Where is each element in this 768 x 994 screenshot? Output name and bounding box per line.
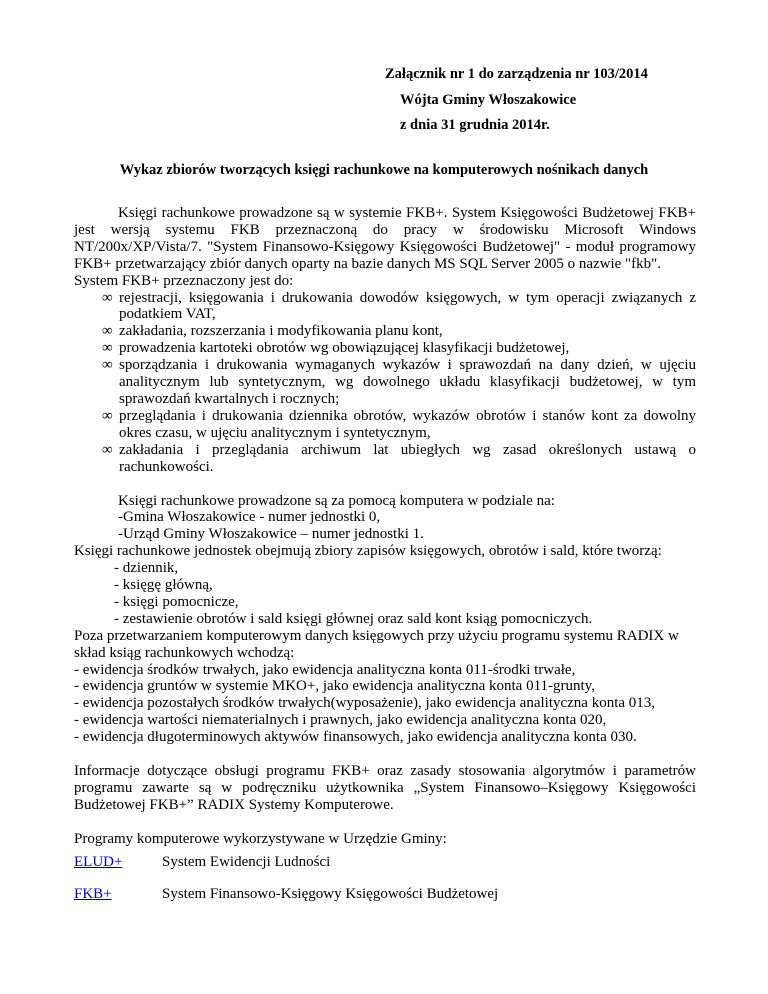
list-item: ∞ przeglądania i drukowania dziennika obrotów, wykazów obrotów i stanów kont za dowolny okres czasu, w ujęciu analitycznym i syntetycznym, xyxy=(102,407,696,441)
radix-list xyxy=(74,662,696,747)
program-link-fkb[interactable]: FKB+ xyxy=(74,885,112,902)
infinity-bullet-icon: ∞ xyxy=(102,323,113,340)
list-item: - ewidencja długoterminowych aktywów finansowych, jako ewidencja analityczna konta 030. xyxy=(74,729,637,746)
purpose-heading: System FKB+ przeznaczony jest do: xyxy=(74,272,294,289)
list-item: - ewidencja środków trwałych, jako ewidencja analityczna konta 011-środki trwałe, xyxy=(74,661,576,678)
table-row xyxy=(74,854,498,886)
list-item: - ewidencja gruntów w systemie MKO+, jako ewidencja analityczna konta 011-grunty, xyxy=(74,678,595,695)
purpose-list xyxy=(74,290,696,476)
books-list xyxy=(74,560,696,628)
list-item: - zestawienie obrotów i sald księgi głównej oraz sald kont ksiąg pomocniczych. xyxy=(114,610,593,627)
list-item: ∞ zakładania i przeglądania archiwum lat ubiegłych wg zasad określonych ustawą o rachunkowości. xyxy=(102,441,696,475)
intro-paragraph: Księgi rachunkowe prowadzone są w systemie FKB+. System Księgowości Budżetowej FKB+ jest wersją systemu FKB przeznaczoną do pracy w środowisku Microsoft Windows NT/200x/XP/Vista/7. "System Finansowo-Księgowy Księgowości Budżetowej" - moduł programowy FKB+ przetwarzający zbiór danych oparty na bazie danych MS SQL Server 2005 o nazwie "fkb". xyxy=(74,205,696,272)
radix-heading: Poza przetwarzaniem komputerowym danych księgowych przy użyciu programu systemu RADIX w skład ksiąg rachunkowych wchodzą: xyxy=(74,627,679,661)
annex-title: Załącznik nr 1 do zarządzenia nr 103/2014 xyxy=(385,66,648,82)
infinity-bullet-icon: ∞ xyxy=(102,407,113,424)
infinity-bullet-icon: ∞ xyxy=(102,289,113,306)
info-paragraph: Informacje dotyczące obsługi programu FKB+ oraz zasady stosowania algorytmów i parametrów programu zawarte są w podręczniku użytkownika „System Finansowo–Księgowy Księgowości Budżetowej FKB+” RADIX Systemy Komputerowe. xyxy=(74,763,696,813)
list-item: - ewidencja pozostałych środków trwałych(wyposażenie), jako ewidencja analityczna konta 013, xyxy=(74,695,656,712)
infinity-bullet-icon: ∞ xyxy=(102,340,113,357)
infinity-bullet-icon: ∞ xyxy=(102,357,113,374)
program-name: System Ewidencji Ludności xyxy=(162,853,331,870)
books-heading: Księgi rachunkowe jednostek obejmują zbiory zapisów księgowych, obrotów i sald, które tworzą: xyxy=(74,543,662,560)
list-item: - księgi pomocnicze, xyxy=(114,593,239,610)
division-heading: Księgi rachunkowe prowadzone są za pomocą komputera w podziale na: xyxy=(118,492,555,509)
annex-issuer: Wójta Gminy Włoszakowice xyxy=(400,92,577,108)
table-row xyxy=(74,886,498,918)
document-title: Wykaz zbiorów tworzących księgi rachunkowe na komputerowych nośnikach danych xyxy=(119,162,649,178)
program-link-elud[interactable]: ELUD+ xyxy=(74,853,123,870)
division-unit: -Urząd Gminy Włoszakowice – numer jednostki 1. xyxy=(118,526,424,543)
list-item: ∞ sporządzania i drukowania wymaganych wykazów i sprawozdań na dany dzień, w ujęciu analitycznym lub syntetycznym, wg dowolnego układu klasyfikacji budżetowej, w tym sprawozdań kwartalnych i rocznych; xyxy=(102,357,696,407)
programs-table xyxy=(74,854,498,918)
list-item: - dziennik, xyxy=(114,560,179,577)
annex-date: z dnia 31 grudnia 2014r. xyxy=(400,117,550,133)
list-item: ∞ prowadzenia kartoteki obrotów wg obowiązującej klasyfikacji budżetowej, xyxy=(102,340,570,357)
list-item: - ewidencja wartości niematerialnych i prawnych, jako ewidencja analityczna konta 020, xyxy=(74,712,607,729)
list-item: - księgę główną, xyxy=(114,577,213,594)
division-unit: -Gmina Włoszakowice - numer jednostki 0, xyxy=(118,509,381,526)
program-name: System Finansowo-Księgowy Księgowości Budżetowej xyxy=(162,885,499,902)
programs-heading: Programy komputerowe wykorzystywane w Urzędzie Gminy: xyxy=(74,830,447,847)
document-body xyxy=(74,205,696,918)
list-item: ∞ zakładania, rozszerzania i modyfikowania planu kont, xyxy=(102,323,443,340)
list-item: ∞ rejestracji, księgowania i drukowania dowodów księgowych, w tym operacji związanych z podatkiem VAT, xyxy=(102,289,696,323)
infinity-bullet-icon: ∞ xyxy=(102,441,113,458)
